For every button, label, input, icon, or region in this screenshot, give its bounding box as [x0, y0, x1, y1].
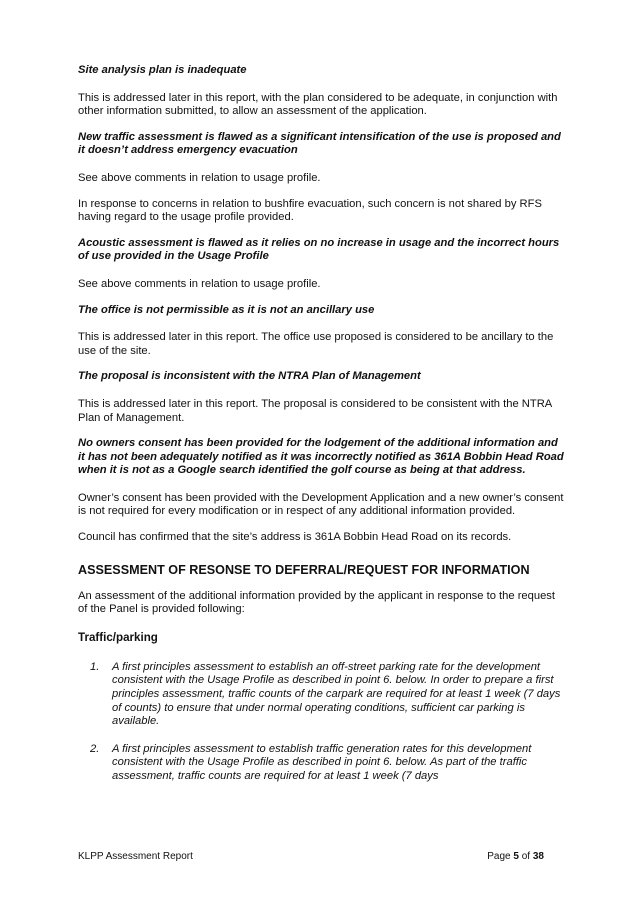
- list-item-number: 1.: [90, 660, 100, 673]
- page-label: Page: [487, 851, 511, 862]
- response-paragraph: See above comments in relation to usage profile.: [78, 277, 321, 290]
- objection-heading: The office is not permissible as it is not an ancillary use: [78, 303, 375, 316]
- objection-heading: Acoustic assessment is flawed as it relies on no increase in usage and the incorrect hours of use provided in the Usage Profile: [78, 236, 560, 263]
- page-of-label: of: [521, 851, 531, 862]
- response-paragraph: This is addressed later in this report. The office use proposed is considered to be ancillary to the use of the site.: [78, 331, 554, 357]
- objection-heading: The proposal is inconsistent with the NTRA Plan of Management: [78, 370, 421, 383]
- response-paragraph: Council has confirmed that the site’s address is 361A Bobbin Head Road on its records.: [78, 531, 512, 544]
- footer-page-info: [487, 851, 544, 863]
- response-paragraph: In response to concerns in relation to bushfire evacuation, such concern is not shared by RFS having regard to the usage profile provided.: [78, 197, 542, 224]
- objection-responses: [78, 64, 564, 545]
- request-list: [78, 661, 564, 784]
- page-number: 5: [513, 851, 519, 862]
- subheading-traffic-parking: Traffic/parking: [78, 630, 158, 644]
- list-item-text: A first principles assessment to establish traffic generation rates for this development consistent with the Usage Profile as described in point 6. below. As part of the traffic assessment, traffic counts are required for at least 1 week (7 days: [112, 742, 532, 782]
- footer-report-name: KLPP Assessment Report: [78, 851, 193, 862]
- response-paragraph: Owner’s consent has been provided with the Development Application and a new owner’s consent is not required for every modification or in respect of any additional information provided.: [78, 491, 564, 518]
- list-item: [78, 743, 564, 784]
- page-content: [78, 64, 564, 798]
- objection-heading: Site analysis plan is inadequate: [78, 64, 247, 76]
- response-paragraph: This is addressed later in this report, with the plan considered to be adequate, in conjunction with other information submitted, to allow an assessment of the application.: [78, 91, 558, 118]
- list-item-text: A first principles assessment to establish an off-street parking rate for the development consistent with the Usage Profile as described in point 6. below. In order to prepare a first principles assessment, traffic counts of the carpark are required for at least 1 week (7 days of counts) to ensure that under normal operating conditions, sufficient car parking is available.: [112, 660, 561, 728]
- response-paragraph: See above comments in relation to usage profile.: [78, 171, 321, 184]
- section-heading: ASSESSMENT OF RESONSE TO DEFERRAL/REQUEST FOR INFORMATION: [78, 562, 530, 577]
- list-item: [78, 661, 564, 729]
- objection-heading: No owners consent has been provided for the lodgement of the additional information and it has not been adequately notified as it was incorrectly notified as 361A Bobbin Head Road when it is not as a Google search identified the golf course as being at that address.: [78, 437, 564, 477]
- section-intro: An assessment of the additional information provided by the applicant in response to the request of the Panel is provided following:: [78, 589, 556, 616]
- objection-heading: New traffic assessment is flawed as a significant intensification of the use is proposed and it doesn’t address emergency evacuation: [78, 130, 561, 157]
- list-item-number: 2.: [90, 742, 100, 755]
- page-total: 38: [532, 851, 544, 862]
- response-paragraph: This is addressed later in this report. The proposal is considered to be consistent with the NTRA Plan of Management.: [78, 397, 552, 424]
